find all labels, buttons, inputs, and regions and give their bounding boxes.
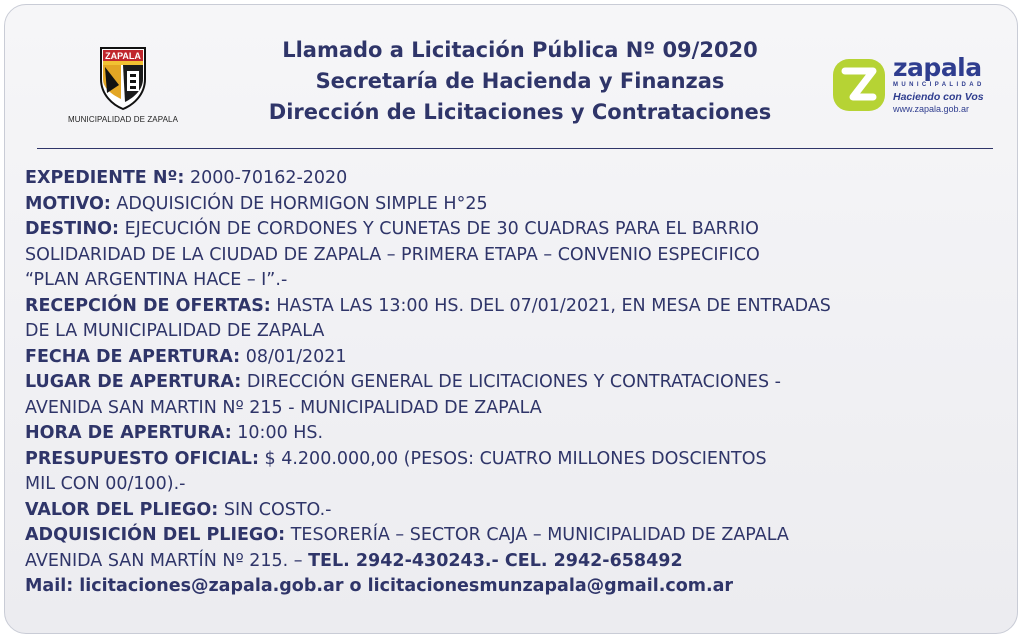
page-title [205, 35, 835, 128]
expediente-label: EXPEDIENTE Nº: [25, 168, 185, 188]
destino-line-2: SOLIDARIDAD DE LA CIUDAD DE ZAPALA – PRIMERA ETAPA – CONVENIO ESPECIFICO [25, 244, 760, 265]
recepcion-label: RECEPCIÓN DE OFERTAS: [25, 295, 271, 316]
brand-name: zapala [893, 53, 982, 82]
adquisicion-label: ADQUISICIÓN DEL PLIEGO: [25, 525, 286, 545]
fecha-line [25, 345, 1015, 371]
hora-line [25, 421, 1015, 447]
zapala-brand-logo [831, 55, 1001, 125]
mail-line [25, 574, 1015, 600]
valor-label: VALOR DEL PLIEGO: [25, 499, 219, 520]
municipal-shield-icon [97, 45, 149, 111]
title-line-3: Dirección de Licitaciones y Contrataciones [268, 100, 772, 124]
expediente-value: 2000-70162-2020 [184, 168, 348, 188]
valor-line [25, 498, 1015, 524]
destino-line [25, 217, 1015, 243]
destino-line-3: “PLAN ARGENTINA HACE – I”.- [25, 270, 288, 290]
brand-sub: MUNICIPALIDAD [893, 82, 985, 88]
brand-slogan: Haciendo con Vos [893, 91, 984, 103]
municipal-logo-caption: MUNICIPALIDAD DE ZAPALA [67, 115, 179, 124]
phone-text: TEL. 2942-430243.- CEL. 2942-658492 [308, 550, 683, 571]
mail-text: Mail: licitaciones@zapala.gob.ar o licitacionesmunzapala@gmail.com.ar [25, 576, 734, 596]
adquisicion-value-1: TESORERÍA – SECTOR CAJA – MUNICIPALIDAD DE ZAPALA [285, 525, 789, 545]
adquisicion-value-2: AVENIDA SAN MARTÍN Nº 215. – [25, 550, 309, 571]
motivo-value: ADQUISICIÓN DE HORMIGON SIMPLE H°25 [110, 193, 488, 214]
presupuesto-line [25, 447, 1015, 473]
zapala-z-icon [831, 57, 887, 113]
presupuesto-line-2: MIL CON 00/100).- [25, 474, 186, 494]
notice-body [25, 166, 1015, 600]
motivo-line [25, 192, 1015, 218]
destino-label: DESTINO: [25, 219, 120, 239]
hora-label: HORA DE APERTURA: [25, 423, 232, 443]
municipal-logo [63, 45, 183, 135]
lugar-line [25, 370, 1015, 396]
valor-value: SIN COSTO.- [218, 499, 332, 520]
recepcion-line [25, 294, 1015, 320]
presupuesto-value-1: $ 4.200.000,00 (PESOS: CUATRO MILLONES DOSCIENTOS [258, 448, 767, 469]
motivo-label: MOTIVO: [25, 193, 111, 214]
recepcion-value-1: HASTA LAS 13:00 HS. DEL 07/01/2021, EN MESA DE ENTRADAS [270, 295, 831, 316]
notice-card [4, 4, 1018, 634]
header-divider [37, 148, 993, 149]
adquisicion-line-2 [25, 549, 1015, 575]
title-line-1: Llamado a Licitación Pública Nº 09/2020 [282, 38, 758, 62]
lugar-label: LUGAR DE APERTURA: [25, 372, 242, 392]
brand-url: www.zapala.gob.ar [893, 104, 970, 114]
lugar-line-2: AVENIDA SAN MARTIN Nº 215 - MUNICIPALIDAD DE ZAPALA [25, 397, 542, 418]
shield-text: ZAPALA [105, 51, 141, 61]
presupuesto-label: PRESUPUESTO OFICIAL: [25, 448, 259, 469]
title-line-2: Secretaría de Hacienda y Finanzas [315, 69, 725, 93]
recepcion-line-2: DE LA MUNICIPALIDAD DE ZAPALA [25, 321, 325, 341]
fecha-value: 08/01/2021 [240, 346, 347, 367]
lugar-value-1: DIRECCIÓN GENERAL DE LICITACIONES Y CONTRATACIONES - [241, 372, 781, 392]
fecha-label: FECHA DE APERTURA: [25, 346, 241, 367]
destino-value-1: EJECUCIÓN DE CORDONES Y CUNETAS DE 30 CUADRAS PARA EL BARRIO [119, 219, 759, 239]
expediente-line [25, 166, 1015, 192]
adquisicion-line [25, 523, 1015, 549]
hora-value: 10:00 HS. [231, 423, 324, 443]
